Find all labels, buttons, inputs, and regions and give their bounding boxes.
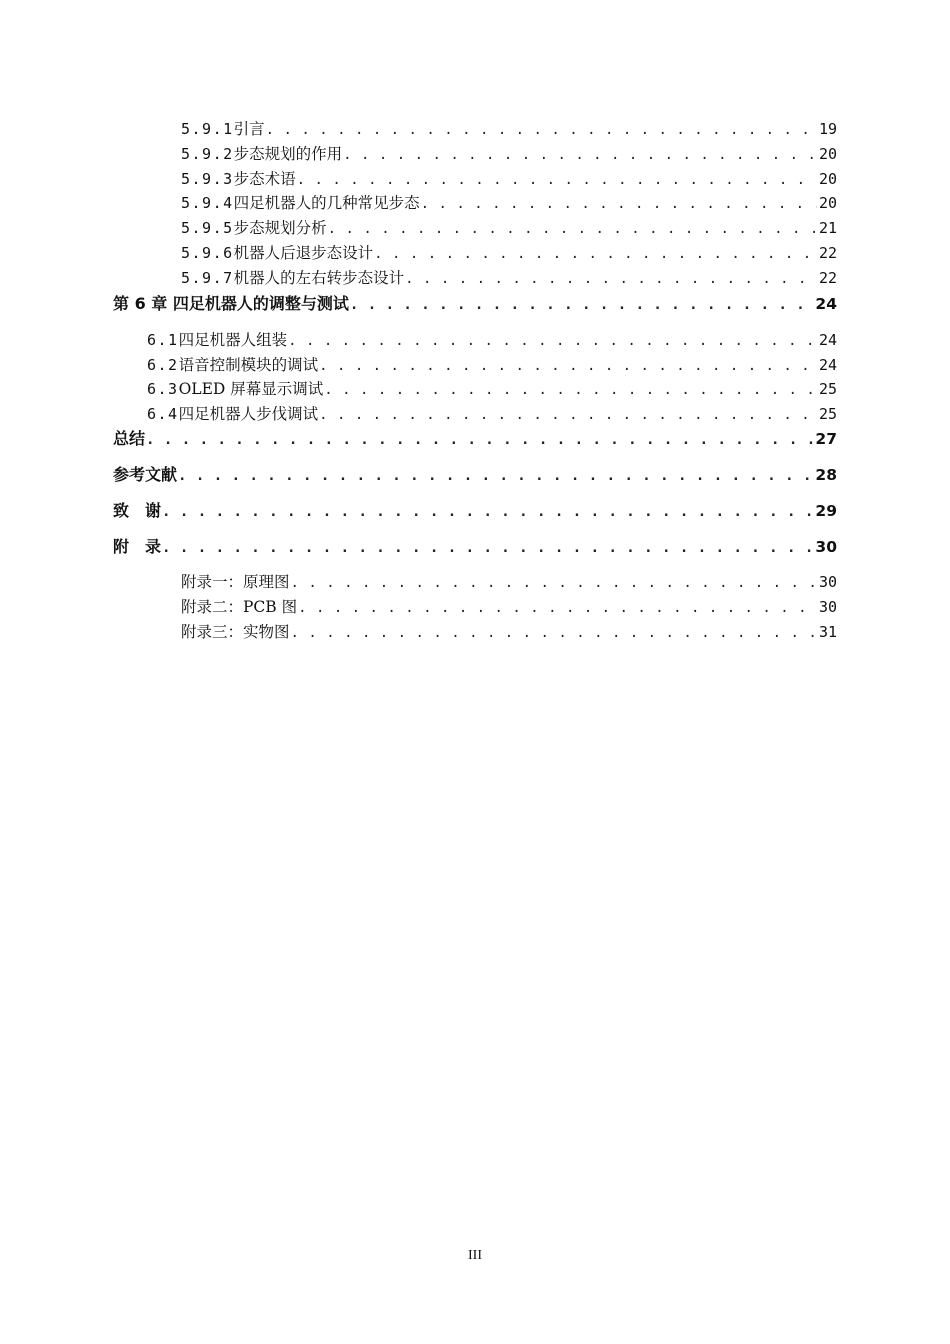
page-number: 21 xyxy=(818,219,837,237)
section-number: 6.2 xyxy=(147,356,179,374)
leader-dots xyxy=(350,297,814,313)
section-title: 步态规划的作用 xyxy=(233,145,343,163)
toc-entry-references[interactable] xyxy=(113,462,837,485)
page-number: 30 xyxy=(815,538,837,556)
page-number: 25 xyxy=(818,380,837,398)
section-title: 四足机器人的几种常见步态 xyxy=(233,194,420,212)
page-number: 25 xyxy=(818,405,837,423)
page-number: 20 xyxy=(818,145,837,163)
leader-dots xyxy=(146,432,813,448)
appendix-title: 附录一：原理图 xyxy=(181,573,290,591)
section-number: 5.9.1 xyxy=(181,120,234,138)
toc-entry-summary[interactable] xyxy=(113,426,837,449)
toc-entry-thanks[interactable] xyxy=(113,498,837,521)
toc-entry-6-2[interactable] xyxy=(147,353,837,375)
toc-entry-6-3[interactable] xyxy=(147,377,837,399)
toc-entry-5-9-1[interactable] xyxy=(181,117,837,139)
section-title: 步态术语 xyxy=(233,170,296,188)
leader-dots xyxy=(298,600,817,616)
page-number: 29 xyxy=(815,502,837,520)
section-number: 5.9.5 xyxy=(181,219,234,237)
page-number: 24 xyxy=(818,331,837,349)
section-title: 机器人的左右转步态设计 xyxy=(233,269,405,287)
section-number: 5.9.6 xyxy=(181,244,234,262)
page-number: 22 xyxy=(818,269,837,287)
page-number: 20 xyxy=(818,194,837,212)
leader-dots xyxy=(288,333,817,349)
page-number: 22 xyxy=(818,244,837,262)
appendix-title: 附录二：PCB 图 xyxy=(181,598,298,616)
toc-entry-5-9-5[interactable] xyxy=(181,216,837,238)
section-number: 6.3 xyxy=(147,380,179,398)
section-number: 5.9.2 xyxy=(181,145,234,163)
section-title: OLED 屏幕显示调试 xyxy=(178,380,324,398)
toc-entry-6-1[interactable] xyxy=(147,328,837,350)
section-number: 6.1 xyxy=(147,331,179,349)
footer-page-number: III xyxy=(468,1248,482,1263)
toc-entry-5-9-7[interactable] xyxy=(181,266,837,288)
chapter-title: 致 谢 xyxy=(113,501,162,520)
toc-entry-appendix-1[interactable] xyxy=(181,570,837,592)
toc-entry-5-9-3[interactable] xyxy=(181,167,837,189)
page-number: 24 xyxy=(818,356,837,374)
toc-entry-chapter-6[interactable] xyxy=(113,291,837,314)
page-number: 19 xyxy=(818,120,837,138)
section-title: 机器人后退步态设计 xyxy=(233,244,374,262)
page-number: 30 xyxy=(818,598,837,616)
leader-dots xyxy=(324,382,817,398)
leader-dots xyxy=(162,504,813,520)
leader-dots xyxy=(291,575,817,591)
page-number: 31 xyxy=(818,623,837,641)
section-title: 四足机器人步伐调试 xyxy=(178,405,319,423)
section-number: 6.4 xyxy=(147,405,179,423)
chapter-title: 第 6 章 四足机器人的调整与测试 xyxy=(113,294,349,313)
section-title: 四足机器人组装 xyxy=(178,331,288,349)
toc-entry-appendix-3[interactable] xyxy=(181,620,837,642)
appendix-title: 附录三：实物图 xyxy=(181,623,290,641)
toc-entry-appendix-2[interactable] xyxy=(181,595,837,617)
leader-dots xyxy=(178,468,813,484)
page-number: 20 xyxy=(818,170,837,188)
leader-dots xyxy=(266,122,817,138)
toc-entry-5-9-2[interactable] xyxy=(181,142,837,164)
leader-dots xyxy=(343,147,817,163)
chapter-title: 参考文献 xyxy=(113,465,178,484)
section-number: 5.9.4 xyxy=(181,194,234,212)
section-number: 5.9.7 xyxy=(181,269,234,287)
page-number: 28 xyxy=(815,466,837,484)
leader-dots xyxy=(405,271,817,287)
leader-dots xyxy=(421,196,817,212)
section-title: 步态规划分析 xyxy=(233,219,327,237)
toc-entry-5-9-6[interactable] xyxy=(181,241,837,263)
leader-dots xyxy=(319,407,817,423)
leader-dots xyxy=(374,246,817,262)
leader-dots xyxy=(328,221,817,237)
leader-dots xyxy=(162,540,813,556)
toc-entry-6-4[interactable] xyxy=(147,402,837,424)
chapter-title: 总结 xyxy=(113,429,146,448)
section-title: 语音控制模块的调试 xyxy=(178,356,319,374)
leader-dots xyxy=(297,172,817,188)
toc-entry-appendix[interactable] xyxy=(113,534,837,557)
leader-dots xyxy=(291,625,817,641)
section-title: 引言 xyxy=(233,120,265,138)
chapter-title: 附 录 xyxy=(113,537,162,556)
page-number: 27 xyxy=(815,430,837,448)
page-number: 30 xyxy=(818,573,837,591)
leader-dots xyxy=(319,358,817,374)
page-number: 24 xyxy=(815,295,837,313)
toc-entry-5-9-4[interactable] xyxy=(181,191,837,213)
section-number: 5.9.3 xyxy=(181,170,234,188)
